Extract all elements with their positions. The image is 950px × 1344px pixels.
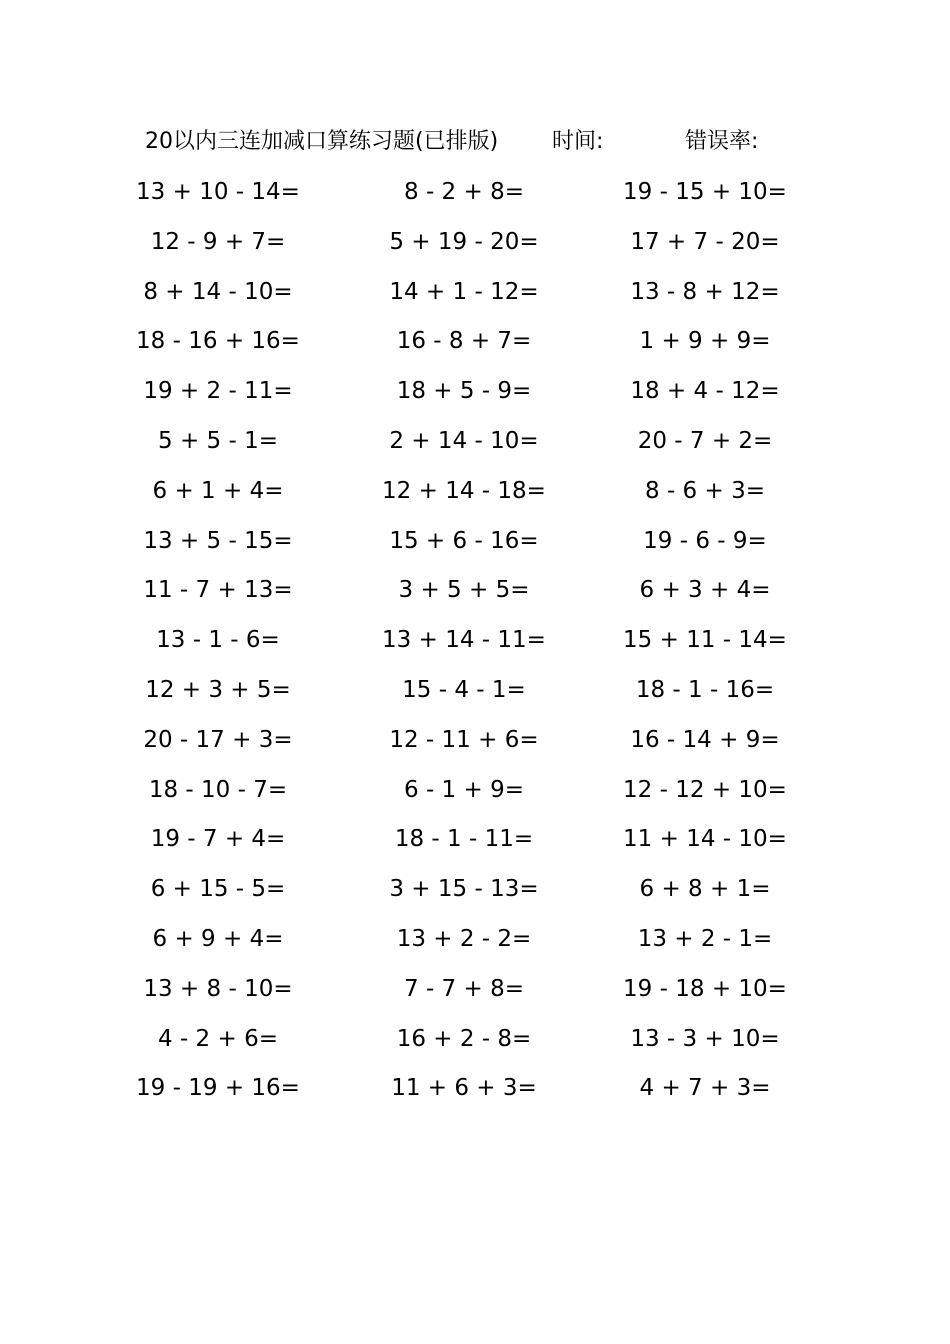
problem: 2 + 14 - 10= bbox=[389, 427, 539, 454]
problem-row bbox=[0, 272, 950, 322]
problem-row bbox=[0, 172, 950, 222]
problem: 19 - 19 + 16= bbox=[136, 1075, 300, 1102]
problem: 11 + 6 + 3= bbox=[391, 1075, 537, 1102]
problem: 19 - 15 + 10= bbox=[623, 179, 787, 205]
problem: 19 - 7 + 4= bbox=[150, 826, 286, 853]
problem: 16 - 8 + 7= bbox=[396, 328, 532, 355]
problem: 8 - 6 + 3= bbox=[645, 477, 765, 504]
problem: 13 + 14 - 11= bbox=[382, 627, 546, 654]
problem: 6 + 9 + 4= bbox=[152, 925, 284, 952]
problem: 18 - 1 - 16= bbox=[635, 676, 775, 703]
problem: 6 + 3 + 4= bbox=[639, 577, 771, 604]
problem-row bbox=[0, 670, 950, 720]
problem-grid bbox=[0, 172, 950, 1118]
problem: 5 + 19 - 20= bbox=[389, 228, 539, 255]
problem-row bbox=[0, 371, 950, 421]
problem: 11 + 14 - 10= bbox=[623, 826, 787, 853]
problem: 13 - 8 + 12= bbox=[630, 278, 780, 305]
problem: 13 + 10 - 14= bbox=[136, 179, 300, 205]
problem: 1 + 9 + 9= bbox=[639, 328, 771, 355]
problem-row bbox=[0, 770, 950, 820]
problem: 18 - 16 + 16= bbox=[136, 328, 300, 355]
problem: 14 + 1 - 12= bbox=[389, 278, 539, 305]
problem: 16 + 2 - 8= bbox=[396, 1025, 532, 1052]
problem: 17 + 7 - 20= bbox=[630, 228, 780, 255]
problem: 11 - 7 + 13= bbox=[143, 577, 293, 604]
problem: 20 - 17 + 3= bbox=[143, 726, 293, 753]
problem: 12 - 12 + 10= bbox=[623, 776, 787, 803]
problem: 13 + 8 - 10= bbox=[143, 975, 293, 1002]
problem-row bbox=[0, 521, 950, 571]
problem-row bbox=[0, 421, 950, 471]
problem-row bbox=[0, 869, 950, 919]
problem: 8 - 2 + 8= bbox=[404, 179, 524, 205]
problem: 4 + 7 + 3= bbox=[639, 1075, 771, 1102]
problem-row bbox=[0, 1068, 950, 1118]
problem-row bbox=[0, 969, 950, 1019]
problem: 6 + 1 + 4= bbox=[152, 477, 284, 504]
problem: 12 - 11 + 6= bbox=[389, 726, 539, 753]
problem: 12 + 14 - 18= bbox=[382, 477, 546, 504]
problem: 6 + 15 - 5= bbox=[150, 876, 286, 903]
problem: 4 - 2 + 6= bbox=[158, 1025, 278, 1052]
problem: 19 - 18 + 10= bbox=[623, 975, 787, 1002]
problem: 13 + 5 - 15= bbox=[143, 527, 293, 554]
problem: 18 - 1 - 11= bbox=[394, 826, 534, 853]
problem-row bbox=[0, 321, 950, 371]
problem-row bbox=[0, 222, 950, 272]
problem: 16 - 14 + 9= bbox=[630, 726, 780, 753]
problem: 7 - 7 + 8= bbox=[404, 975, 524, 1002]
problem-row bbox=[0, 1019, 950, 1069]
problem: 20 - 7 + 2= bbox=[637, 427, 773, 454]
problem-row bbox=[0, 919, 950, 969]
problem: 3 + 5 + 5= bbox=[398, 577, 530, 604]
problem: 5 + 5 - 1= bbox=[158, 427, 278, 454]
problem: 15 - 4 - 1= bbox=[402, 676, 526, 703]
problem-row bbox=[0, 570, 950, 620]
problem: 6 + 8 + 1= bbox=[639, 876, 771, 903]
problem: 8 + 14 - 10= bbox=[143, 278, 293, 305]
worksheet-title: 20以内三连加减口算练习题(已排版) bbox=[145, 129, 499, 154]
problem: 6 - 1 + 9= bbox=[404, 776, 524, 803]
problem-row bbox=[0, 819, 950, 869]
problem: 13 + 2 - 1= bbox=[637, 925, 773, 952]
problem: 3 + 15 - 13= bbox=[389, 876, 539, 903]
problem-row bbox=[0, 720, 950, 770]
problem: 18 - 10 - 7= bbox=[148, 776, 288, 803]
error-rate-label: 错误率: bbox=[685, 129, 759, 154]
problem: 13 + 2 - 2= bbox=[396, 925, 532, 952]
time-label: 时间: bbox=[552, 129, 604, 154]
problem: 12 + 3 + 5= bbox=[145, 676, 291, 703]
problem: 15 + 6 - 16= bbox=[389, 527, 539, 554]
problem: 19 - 6 - 9= bbox=[643, 527, 767, 554]
problem: 12 - 9 + 7= bbox=[150, 228, 286, 255]
problem: 18 + 5 - 9= bbox=[396, 378, 532, 405]
problem: 13 - 3 + 10= bbox=[630, 1025, 780, 1052]
problem-row bbox=[0, 620, 950, 670]
problem-row bbox=[0, 471, 950, 521]
worksheet-header bbox=[145, 124, 845, 160]
problem: 19 + 2 - 11= bbox=[143, 378, 293, 405]
problem: 18 + 4 - 12= bbox=[630, 378, 780, 405]
problem: 15 + 11 - 14= bbox=[623, 627, 787, 654]
problem: 13 - 1 - 6= bbox=[156, 627, 280, 654]
